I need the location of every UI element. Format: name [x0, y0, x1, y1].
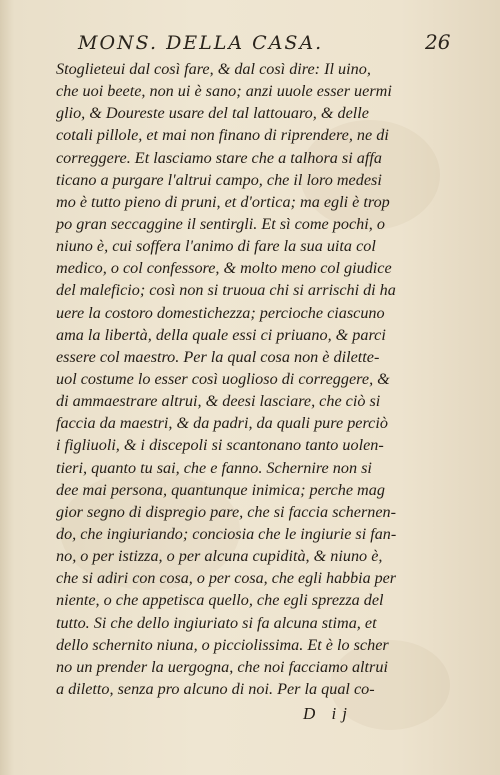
text-line: di ammaestrare altrui, & deesi lasciare, che ciò si — [56, 392, 381, 411]
text-line: dello schernito niuna, o picciolissima. Et è lo scher — [56, 635, 389, 654]
text-line: ama la libertà, della quale essi ci priuano, & parci — [56, 325, 386, 344]
text-line: dee mai persona, quantunque inimica; perche mag — [56, 480, 385, 499]
text-line: do, che ingiuriando; conciosia che le ingiurie si fan- — [56, 524, 397, 543]
text-line: che si adiri con cosa, o per cosa, che egli habbia per — [56, 569, 397, 588]
text-line: cotali pillole, et mai non finano di riprendere, ne di — [56, 126, 389, 145]
signature-mark: D ij — [303, 704, 353, 723]
text-line: tutto. Si che dello ingiuriato si fa alcuna stima, et — [56, 613, 377, 632]
text-line: no un prender la uergogna, che noi facciamo altrui — [56, 657, 388, 676]
text-line: essere col maestro. Per la qual cosa non è dilette- — [56, 347, 380, 366]
text-line: del maleficio; così non si truoua chi si arrischi di ha — [56, 281, 396, 300]
text-line: po gran seccaggine il sentirgli. Et sì come pochi, o — [56, 214, 385, 233]
text-line: a diletto, senza pro alcuno di noi. Per la qual co- — [56, 679, 375, 698]
text-line: che uoi beete, non ui è sano; anzi uuole esser uermi — [56, 82, 392, 101]
text-line: ticano a purgare l'altrui campo, che il loro medesi — [56, 170, 382, 189]
text-line: mo è tutto pieno di pruni, et d'ortica; ma egli è trop — [56, 192, 390, 211]
text-line: niente, o che appetisca quello, che egli sprezza del — [56, 591, 384, 610]
text-line: glio, & Doureste usare del tal lattouaro, & delle — [56, 104, 369, 123]
text-line: tieri, quanto tu sai, che e fanno. Schernire non si — [56, 458, 372, 477]
text-block — [56, 58, 396, 700]
text-line: faccia da maestri, & da padri, da quali pure perciò — [56, 414, 388, 433]
text-line: uol costume lo esser così uoglioso di correggere, & — [56, 369, 390, 388]
text-line: medico, o col confessore, & molto meno col giudice — [56, 259, 392, 278]
page-number: 26 — [425, 30, 451, 54]
text-line: no, o per istizza, o per alcuna cupidità, & niuno è, — [56, 547, 383, 566]
text-line: niuno è, cui soffera l'animo di fare la sua uita col — [56, 237, 376, 256]
text-line: uere la costoro domestichezza; percioche ciascuno — [56, 303, 385, 322]
running-title: MONS. DELLA CASA. — [78, 32, 324, 54]
text-line: i figliuoli, & i discepoli si scantonano tanto uolen- — [56, 436, 384, 455]
text-line: correggere. Et lasciamo stare che a talhora si affa — [56, 148, 382, 167]
text-line: Stoglieteui dal così fare, & dal così dire: Il uino, — [56, 60, 371, 78]
text-line: gior segno di dispregio pare, che si faccia schernen- — [56, 502, 397, 521]
